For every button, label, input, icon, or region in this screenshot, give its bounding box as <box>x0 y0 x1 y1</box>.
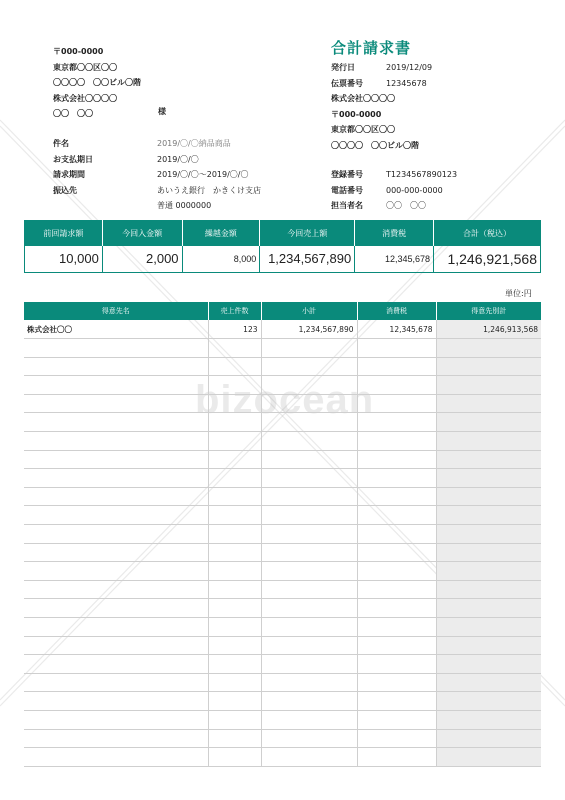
invoice-info <box>53 136 313 214</box>
empty-cell <box>436 562 541 581</box>
period-row <box>53 167 313 183</box>
issue-block <box>331 60 551 91</box>
issue-date-row <box>331 60 551 76</box>
empty-cell <box>436 469 541 488</box>
detail-header: 得意先名 <box>24 302 208 320</box>
empty-cell <box>261 394 357 413</box>
subject-row <box>53 136 313 152</box>
empty-cell <box>261 636 357 655</box>
empty-cell <box>436 636 541 655</box>
issuer-postal: 〒000-0000 <box>331 109 382 119</box>
table-row-empty <box>24 673 541 692</box>
empty-cell <box>208 655 261 674</box>
empty-cell <box>357 413 436 432</box>
empty-cell <box>261 710 357 729</box>
empty-cell <box>208 394 261 413</box>
empty-cell <box>208 413 261 432</box>
table-row-empty <box>24 432 541 451</box>
empty-cell <box>208 357 261 376</box>
empty-cell <box>208 748 261 767</box>
empty-cell <box>24 376 208 395</box>
empty-cell <box>436 376 541 395</box>
issue-date-label: 発行日 <box>331 63 355 72</box>
table-row-empty <box>24 692 541 711</box>
empty-cell <box>357 580 436 599</box>
table-row-empty <box>24 580 541 599</box>
sales-count-cell: 123 <box>208 320 261 339</box>
table-row-empty <box>24 525 541 544</box>
table-row-empty <box>24 413 541 432</box>
empty-cell <box>357 394 436 413</box>
empty-cell <box>261 729 357 748</box>
empty-cell <box>208 506 261 525</box>
empty-cell <box>357 432 436 451</box>
empty-cell <box>208 636 261 655</box>
empty-cell <box>208 469 261 488</box>
previous-billing-value: 10,000 <box>25 246 103 273</box>
empty-cell <box>261 339 357 358</box>
empty-cell <box>208 339 261 358</box>
customer-total-cell: 1,246,913,568 <box>436 320 541 339</box>
issuer-block <box>331 91 419 153</box>
due-value: 2019/〇/〇 <box>157 154 199 164</box>
empty-cell <box>24 469 208 488</box>
period-value: 2019/〇/〇〜2019/〇/〇 <box>157 170 249 179</box>
empty-cell <box>436 487 541 506</box>
empty-cell <box>357 469 436 488</box>
empty-cell <box>208 580 261 599</box>
empty-cell <box>261 692 357 711</box>
issue-date-value: 2019/12/09 <box>386 63 433 72</box>
empty-cell <box>24 599 208 618</box>
empty-cell <box>357 525 436 544</box>
unit-label: 単位:円 <box>505 289 532 298</box>
empty-cell <box>261 450 357 469</box>
subtotal-cell: 1,234,567,890 <box>261 320 357 339</box>
table-row-empty <box>24 376 541 395</box>
empty-cell <box>261 376 357 395</box>
empty-cell <box>24 729 208 748</box>
empty-cell <box>261 487 357 506</box>
empty-cell <box>261 673 357 692</box>
empty-cell <box>24 692 208 711</box>
current-sales-value: 1,234,567,890 <box>260 246 355 273</box>
table-row-empty <box>24 357 541 376</box>
empty-cell <box>436 748 541 767</box>
empty-cell <box>436 692 541 711</box>
reg-row <box>331 167 551 183</box>
due-label: お支払期日 <box>53 154 93 164</box>
account-row <box>53 198 313 214</box>
empty-cell <box>357 729 436 748</box>
recipient-address1: 東京都〇〇区〇〇 <box>53 62 117 72</box>
empty-cell <box>261 543 357 562</box>
table-row-empty <box>24 636 541 655</box>
table-row-empty <box>24 394 541 413</box>
detail-header: 消費税 <box>357 302 436 320</box>
empty-cell <box>208 729 261 748</box>
empty-cell <box>436 710 541 729</box>
summary-header-row <box>25 221 541 246</box>
empty-cell <box>357 543 436 562</box>
account-value: 普通 0000000 <box>157 201 212 210</box>
empty-cell <box>357 599 436 618</box>
table-row <box>24 320 541 339</box>
empty-cell <box>208 618 261 637</box>
staff-row <box>331 198 551 214</box>
empty-cell <box>24 525 208 544</box>
tax-value: 12,345,678 <box>355 246 434 273</box>
detail-header-row <box>24 302 541 320</box>
empty-cell <box>261 413 357 432</box>
empty-cell <box>24 580 208 599</box>
empty-cell <box>357 339 436 358</box>
empty-cell <box>436 394 541 413</box>
recipient-honorific: 様 <box>158 107 166 116</box>
table-row-empty <box>24 710 541 729</box>
reg-value: T1234567890123 <box>386 170 458 179</box>
empty-cell <box>357 692 436 711</box>
summary-header: 前回請求額 <box>25 221 103 246</box>
empty-cell <box>261 469 357 488</box>
empty-cell <box>261 655 357 674</box>
empty-cell <box>261 562 357 581</box>
table-row-empty <box>24 748 541 767</box>
summary-header: 合計（税込） <box>434 221 541 246</box>
empty-cell <box>261 432 357 451</box>
empty-cell <box>208 562 261 581</box>
empty-cell <box>24 618 208 637</box>
empty-cell <box>24 562 208 581</box>
empty-cell <box>357 710 436 729</box>
empty-cell <box>24 487 208 506</box>
empty-cell <box>24 748 208 767</box>
detail-table <box>24 302 541 767</box>
total-value: 1,246,921,568 <box>447 250 537 267</box>
detail-header: 得意先別計 <box>436 302 541 320</box>
table-row-empty <box>24 562 541 581</box>
summary-header: 消費税 <box>355 221 434 246</box>
empty-cell <box>24 543 208 562</box>
bank-label: 振込先 <box>53 185 77 195</box>
empty-cell <box>208 692 261 711</box>
issuer-company: 株式会社〇〇〇〇 <box>331 94 395 103</box>
subject-label: 件名 <box>53 139 69 148</box>
empty-cell <box>208 673 261 692</box>
empty-cell <box>208 543 261 562</box>
empty-cell <box>261 525 357 544</box>
recipient-address2: 〇〇〇〇 〇〇ビル〇階 <box>53 78 141 87</box>
carryover-value: 8,000 <box>182 246 260 273</box>
empty-cell <box>24 655 208 674</box>
empty-cell <box>208 432 261 451</box>
empty-cell <box>436 729 541 748</box>
empty-cell <box>261 618 357 637</box>
table-row-empty <box>24 655 541 674</box>
empty-cell <box>357 618 436 637</box>
empty-cell <box>436 432 541 451</box>
empty-cell <box>357 450 436 469</box>
recipient-person: 〇〇 〇〇 <box>53 109 93 118</box>
issuer-address2: 〇〇〇〇 〇〇ビル〇階 <box>331 140 419 150</box>
document-title: 合計請求書 <box>331 39 412 57</box>
detail-header: 売上件数 <box>208 302 261 320</box>
empty-cell <box>208 710 261 729</box>
recipient-block <box>53 44 303 122</box>
empty-cell <box>24 432 208 451</box>
empty-cell <box>24 339 208 358</box>
empty-cell <box>436 506 541 525</box>
empty-cell <box>24 394 208 413</box>
summary-header: 今回入金額 <box>102 221 182 246</box>
tel-row <box>331 183 551 199</box>
empty-cell <box>208 525 261 544</box>
issuer-contact <box>331 167 551 214</box>
empty-cell <box>436 357 541 376</box>
empty-cell <box>436 413 541 432</box>
empty-cell <box>24 636 208 655</box>
summary-header: 繰越金額 <box>182 221 260 246</box>
empty-cell <box>24 506 208 525</box>
empty-cell <box>357 562 436 581</box>
tel-label: 電話番号 <box>331 185 363 195</box>
table-row-empty <box>24 599 541 618</box>
empty-cell <box>261 580 357 599</box>
bank-row <box>53 183 313 199</box>
empty-cell <box>436 525 541 544</box>
customer-name-cell: 株式会社〇〇 <box>24 320 208 339</box>
table-row-empty <box>24 469 541 488</box>
summary-table <box>24 220 541 273</box>
period-label: 請求期間 <box>53 170 85 179</box>
table-row-empty <box>24 487 541 506</box>
empty-cell <box>261 599 357 618</box>
due-row <box>53 152 313 168</box>
summary-header: 今回売上額 <box>260 221 355 246</box>
empty-cell <box>436 450 541 469</box>
subject-value: 2019/〇/〇納品商品 <box>157 139 231 148</box>
empty-cell <box>261 506 357 525</box>
detail-body <box>24 320 541 766</box>
empty-cell <box>357 376 436 395</box>
issuer-address1: 東京都〇〇区〇〇 <box>331 125 395 134</box>
empty-cell <box>357 487 436 506</box>
tel-value: 000-000-0000 <box>386 185 443 195</box>
empty-cell <box>24 450 208 469</box>
watermark-text: bizocean <box>195 378 375 422</box>
empty-cell <box>24 673 208 692</box>
summary-value-row <box>25 246 541 273</box>
empty-cell <box>357 506 436 525</box>
empty-cell <box>436 655 541 674</box>
staff-value: 〇〇 〇〇 <box>386 201 426 210</box>
empty-cell <box>357 673 436 692</box>
empty-cell <box>208 599 261 618</box>
empty-cell <box>357 636 436 655</box>
table-row-empty <box>24 506 541 525</box>
empty-cell <box>24 413 208 432</box>
empty-cell <box>357 357 436 376</box>
reg-label: 登録番号 <box>331 170 363 179</box>
empty-cell <box>261 748 357 767</box>
empty-cell <box>357 655 436 674</box>
table-row-empty <box>24 729 541 748</box>
recipient-company: 株式会社〇〇〇〇 <box>53 93 117 103</box>
empty-cell <box>24 357 208 376</box>
detail-header: 小計 <box>261 302 357 320</box>
empty-cell <box>357 748 436 767</box>
recipient-postal: 〒000-0000 <box>53 47 104 56</box>
table-row-empty <box>24 450 541 469</box>
staff-label: 担当者名 <box>331 201 363 210</box>
empty-cell <box>208 487 261 506</box>
empty-cell <box>436 580 541 599</box>
empty-cell <box>208 450 261 469</box>
empty-cell <box>436 618 541 637</box>
empty-cell <box>436 599 541 618</box>
empty-cell <box>24 710 208 729</box>
slip-value: 12345678 <box>386 78 427 88</box>
slip-row <box>331 76 551 92</box>
bank-value: あいうえ銀行 かきくけ支店 <box>157 185 261 195</box>
tax-cell: 12,345,678 <box>357 320 436 339</box>
empty-cell <box>436 673 541 692</box>
empty-cell <box>436 543 541 562</box>
empty-cell <box>436 339 541 358</box>
empty-cell <box>261 357 357 376</box>
empty-cell <box>208 376 261 395</box>
slip-label: 伝票番号 <box>331 78 363 88</box>
table-row-empty <box>24 543 541 562</box>
payment-received-value: 2,000 <box>102 246 182 273</box>
table-row-empty <box>24 339 541 358</box>
table-row-empty <box>24 618 541 637</box>
